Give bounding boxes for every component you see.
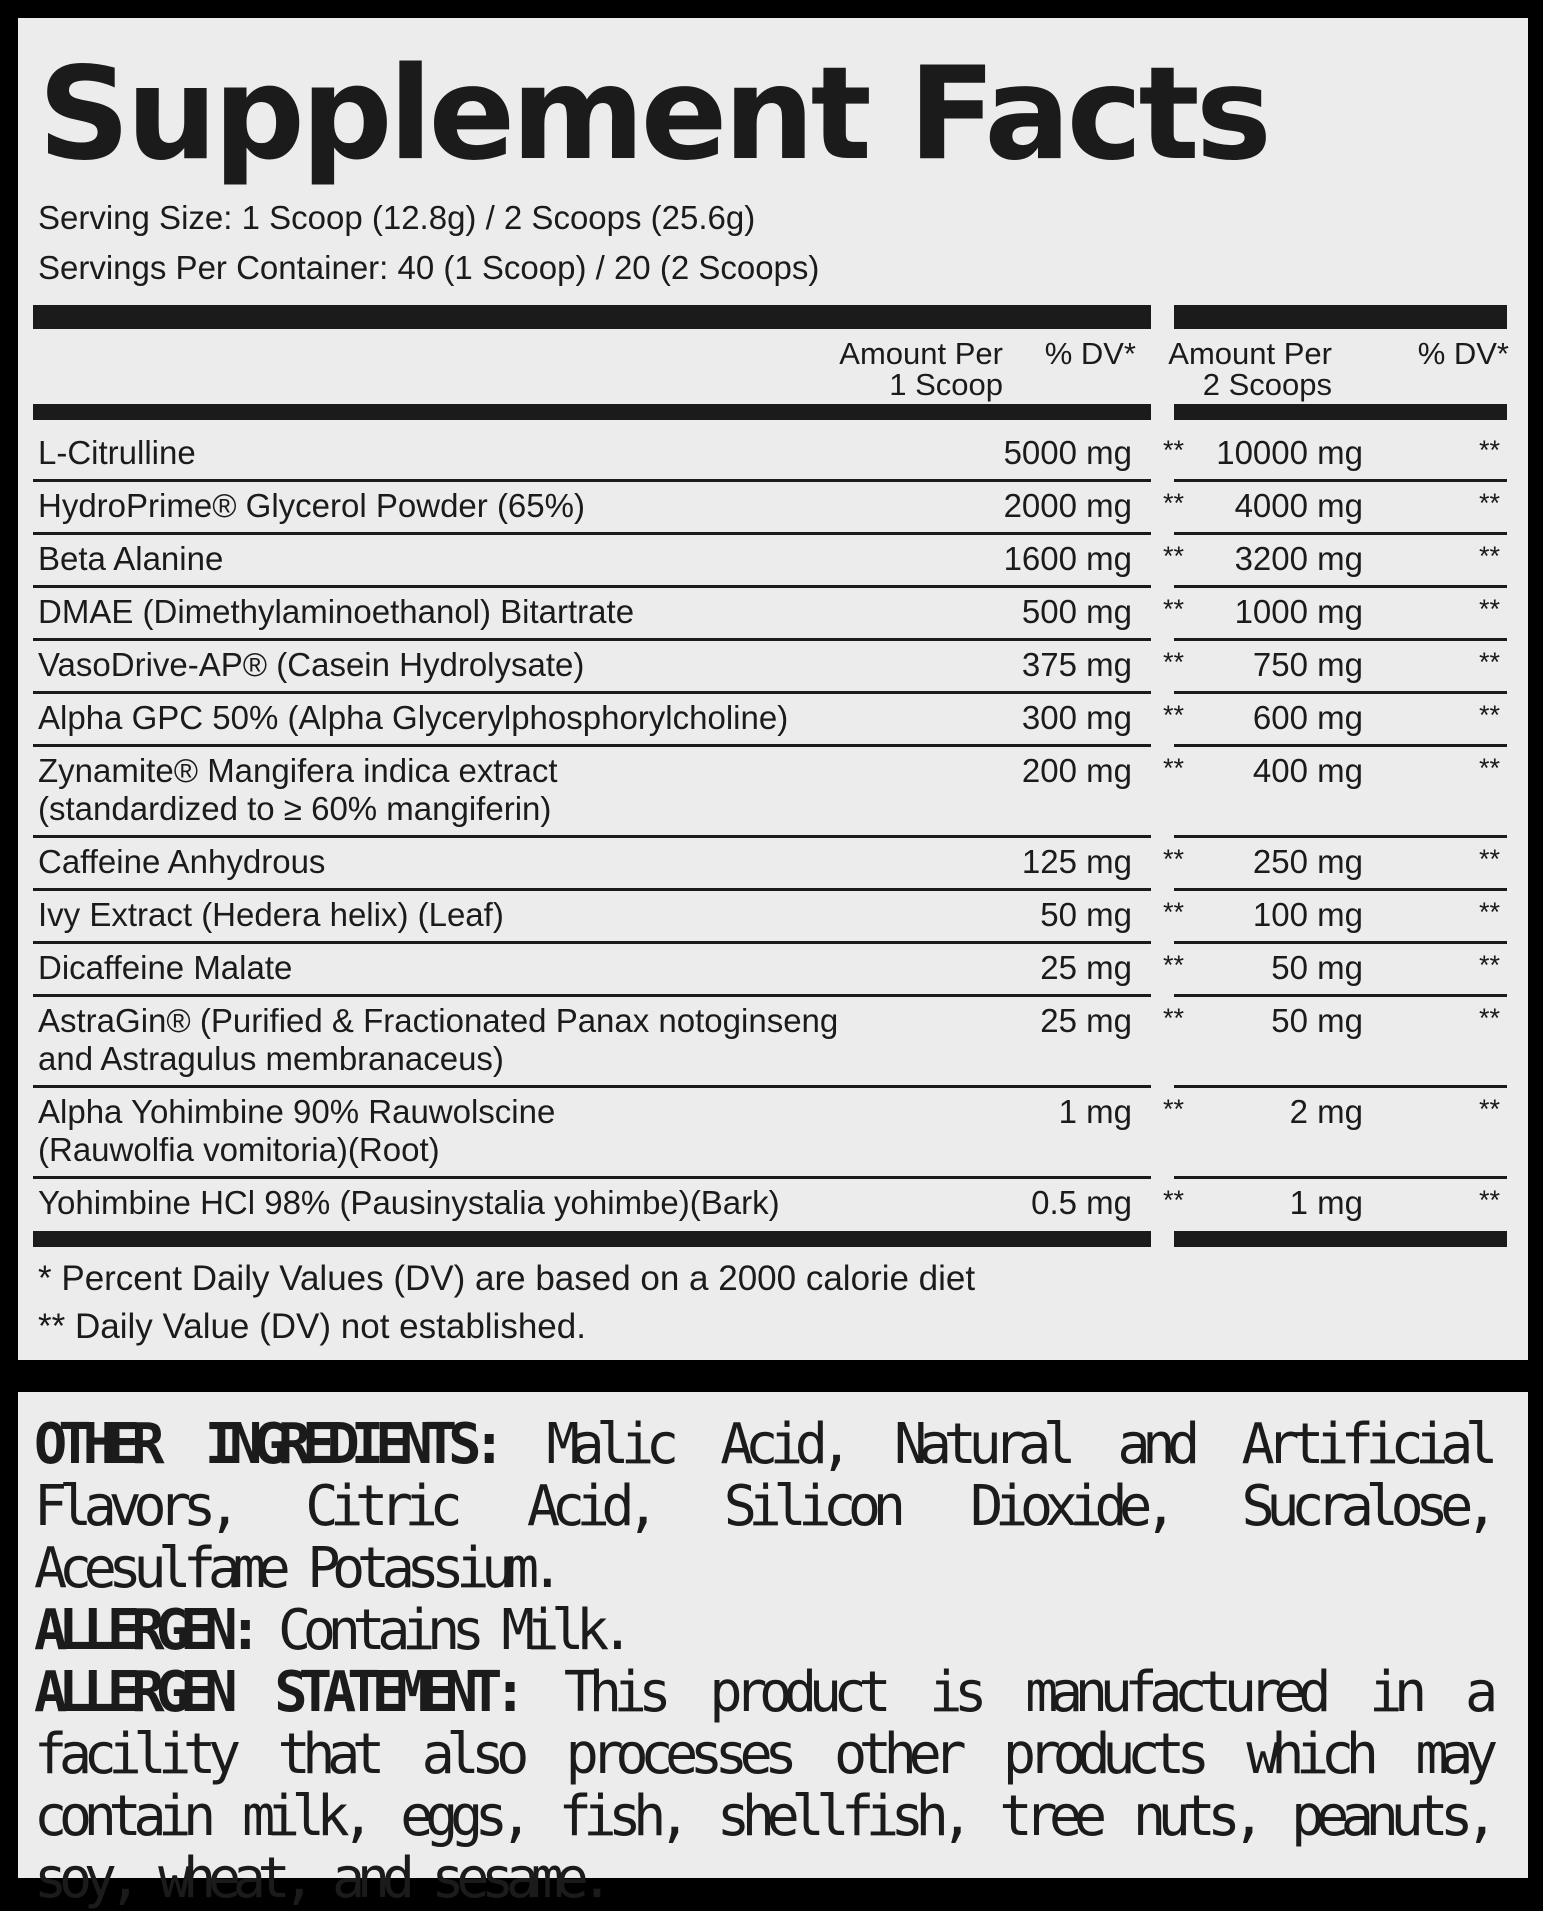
amount-2-scoops: 2 mg xyxy=(1289,1093,1363,1130)
amount-1-scoop: 300 mg xyxy=(1021,699,1132,736)
allergen-label: ALLERGEN: xyxy=(34,1598,254,1663)
amount-1-scoop: 25 mg xyxy=(1040,949,1132,986)
ingredient-name: VasoDrive-AP® (Casein Hydrolysate) xyxy=(38,646,585,683)
ingredient-name: AstraGin® (Purified & Fractionated Panax notoginseng xyxy=(38,1002,839,1039)
table-row xyxy=(18,587,1528,640)
dv-1-scoop: ** xyxy=(1162,1003,1184,1033)
allergen-statement xyxy=(34,1662,1490,1910)
dv-2-scoops: ** xyxy=(1478,488,1500,518)
amount-1-scoop: 375 mg xyxy=(1021,646,1132,683)
amount-2-scoops: 10000 mg xyxy=(1216,434,1363,471)
amount-2-scoops: 4000 mg xyxy=(1234,487,1363,524)
footnote-percent-dv: * Percent Daily Values (DV) are based on a 2000 calorie diet xyxy=(38,1259,976,1298)
dv-2-scoops: ** xyxy=(1478,647,1500,677)
dv-1-scoop: ** xyxy=(1162,488,1184,518)
ingredient-name: DMAE (Dimethylaminoethanol) Bitartrate xyxy=(38,593,635,630)
serving-size: Serving Size: 1 Scoop (12.8g) / 2 Scoops (25.6g) xyxy=(38,199,756,236)
amount-2-scoops: 400 mg xyxy=(1252,752,1363,789)
dv-1-scoop: ** xyxy=(1162,950,1184,980)
ingredient-name: L-Citrulline xyxy=(38,434,196,471)
amount-2-scoops: 100 mg xyxy=(1252,896,1363,933)
ingredient-name-continued: and Astragulus membranaceus) xyxy=(38,1040,504,1077)
servings-per-container: Servings Per Container: 40 (1 Scoop) / 20 (2 Scoops) xyxy=(38,249,820,286)
allergen-statement-label: ALLERGEN STATEMENT: xyxy=(34,1660,518,1725)
column-header-line: Amount Per xyxy=(1168,336,1332,371)
dv-2-scoops: ** xyxy=(1478,700,1500,730)
allergen-statement-text: This product is manufactured in a facility that also processes other products which may contain milk, eggs, fish, shellfish, tree nuts, peanuts, soy, wheat, and sesame. xyxy=(34,1660,1490,1911)
dv-2-scoops: ** xyxy=(1478,753,1500,783)
ingredient-name: Zynamite® Mangifera indica extract xyxy=(38,752,558,789)
allergen xyxy=(34,1600,1490,1662)
amount-1-scoop: 25 mg xyxy=(1040,1002,1132,1039)
table-row xyxy=(18,481,1528,534)
ingredient-name: Beta Alanine xyxy=(38,540,224,577)
dv-1-scoop: ** xyxy=(1162,897,1184,927)
ingredient-name: Caffeine Anhydrous xyxy=(38,843,326,880)
amount-2-scoops: 600 mg xyxy=(1252,699,1363,736)
ingredient-name: Dicaffeine Malate xyxy=(38,949,293,986)
table-row xyxy=(18,693,1528,746)
column-header-amount-1-scoop xyxy=(839,338,1003,400)
column-header-dv-2: % DV* xyxy=(1417,336,1509,371)
header-bar-left xyxy=(33,305,1151,329)
amount-2-scoops: 250 mg xyxy=(1252,843,1363,880)
table-row xyxy=(18,640,1528,693)
table-row xyxy=(18,890,1528,943)
table-row xyxy=(18,534,1528,587)
dv-1-scoop: ** xyxy=(1162,435,1184,465)
column-header-line: 1 Scoop xyxy=(889,367,1003,402)
column-header-line: 2 Scoops xyxy=(1202,367,1332,402)
allergen-text: Contains Milk. xyxy=(253,1598,626,1663)
dv-2-scoops: ** xyxy=(1478,541,1500,571)
footnote-dv-not-established: ** Daily Value (DV) not established. xyxy=(38,1307,586,1346)
dv-2-scoops: ** xyxy=(1478,1185,1500,1215)
amount-1-scoop: 0.5 mg xyxy=(1031,1184,1132,1221)
amount-1-scoop: 2000 mg xyxy=(1003,487,1132,524)
dv-1-scoop: ** xyxy=(1162,700,1184,730)
ingredient-name-continued: (standardized to ≥ 60% mangiferin) xyxy=(38,790,552,827)
amount-1-scoop: 1 mg xyxy=(1058,1093,1132,1130)
ingredients-text-block xyxy=(34,1414,1490,1910)
column-header-bar-right xyxy=(1174,404,1507,420)
ingredient-name: Yohimbine HCl 98% (Pausinystalia yohimbe)(Bark) xyxy=(38,1184,780,1221)
ingredient-name: Alpha Yohimbine 90% Rauwolscine xyxy=(38,1093,556,1130)
dv-1-scoop: ** xyxy=(1162,647,1184,677)
supplement-facts-panel xyxy=(18,18,1528,1360)
dv-2-scoops: ** xyxy=(1478,435,1500,465)
amount-2-scoops: 50 mg xyxy=(1271,1002,1363,1039)
table-row xyxy=(18,1178,1528,1231)
amount-2-scoops: 3200 mg xyxy=(1234,540,1363,577)
dv-2-scoops: ** xyxy=(1478,844,1500,874)
footer-bar-right xyxy=(1174,1231,1507,1247)
dv-2-scoops: ** xyxy=(1478,950,1500,980)
dv-2-scoops: ** xyxy=(1478,594,1500,624)
amount-1-scoop: 5000 mg xyxy=(1003,434,1132,471)
dv-1-scoop: ** xyxy=(1162,1185,1184,1215)
column-header-line: Amount Per xyxy=(839,336,1003,371)
footer-bar-left xyxy=(33,1231,1151,1247)
dv-1-scoop: ** xyxy=(1162,1094,1184,1124)
other-ingredients-text: Malic Acid, Natural and Artificial Flavors, Citric Acid, Silicon Dioxide, Sucralose, Acesulfame Potassium. xyxy=(34,1412,1490,1601)
dv-1-scoop: ** xyxy=(1162,594,1184,624)
ingredient-name: Ivy Extract (Hedera helix) (Leaf) xyxy=(38,896,504,933)
amount-1-scoop: 1600 mg xyxy=(1003,540,1132,577)
table-row xyxy=(18,996,1528,1087)
table-row xyxy=(18,746,1528,837)
dv-2-scoops: ** xyxy=(1478,897,1500,927)
amount-2-scoops: 1 mg xyxy=(1289,1184,1363,1221)
page-title: Supplement Facts xyxy=(38,40,1268,189)
header-bar-right xyxy=(1174,305,1507,329)
amount-1-scoop: 500 mg xyxy=(1021,593,1132,630)
amount-2-scoops: 1000 mg xyxy=(1234,593,1363,630)
column-header-dv-1: % DV* xyxy=(1044,336,1136,371)
ingredient-name: HydroPrime® Glycerol Powder (65%) xyxy=(38,487,585,524)
dv-1-scoop: ** xyxy=(1162,753,1184,783)
other-ingredients xyxy=(34,1414,1490,1600)
amount-1-scoop: 125 mg xyxy=(1021,843,1132,880)
dv-2-scoops: ** xyxy=(1478,1094,1500,1124)
column-header-amount-2-scoops xyxy=(1168,338,1332,400)
table-row xyxy=(18,1087,1528,1178)
table-row xyxy=(18,837,1528,890)
ingredient-name-continued: (Rauwolfia vomitoria)(Root) xyxy=(38,1131,440,1168)
table-row xyxy=(18,428,1528,481)
dv-1-scoop: ** xyxy=(1162,844,1184,874)
amount-2-scoops: 50 mg xyxy=(1271,949,1363,986)
other-ingredients-label: OTHER INGREDIENTS: xyxy=(34,1412,497,1477)
amount-1-scoop: 50 mg xyxy=(1040,896,1132,933)
dv-2-scoops: ** xyxy=(1478,1003,1500,1033)
ingredient-name: Alpha GPC 50% (Alpha Glycerylphosphorylcholine) xyxy=(38,699,789,736)
dv-1-scoop: ** xyxy=(1162,541,1184,571)
amount-1-scoop: 200 mg xyxy=(1021,752,1132,789)
amount-2-scoops: 750 mg xyxy=(1252,646,1363,683)
column-header-bar-left xyxy=(33,404,1151,420)
other-ingredients-panel xyxy=(18,1392,1528,1911)
table-row xyxy=(18,943,1528,996)
